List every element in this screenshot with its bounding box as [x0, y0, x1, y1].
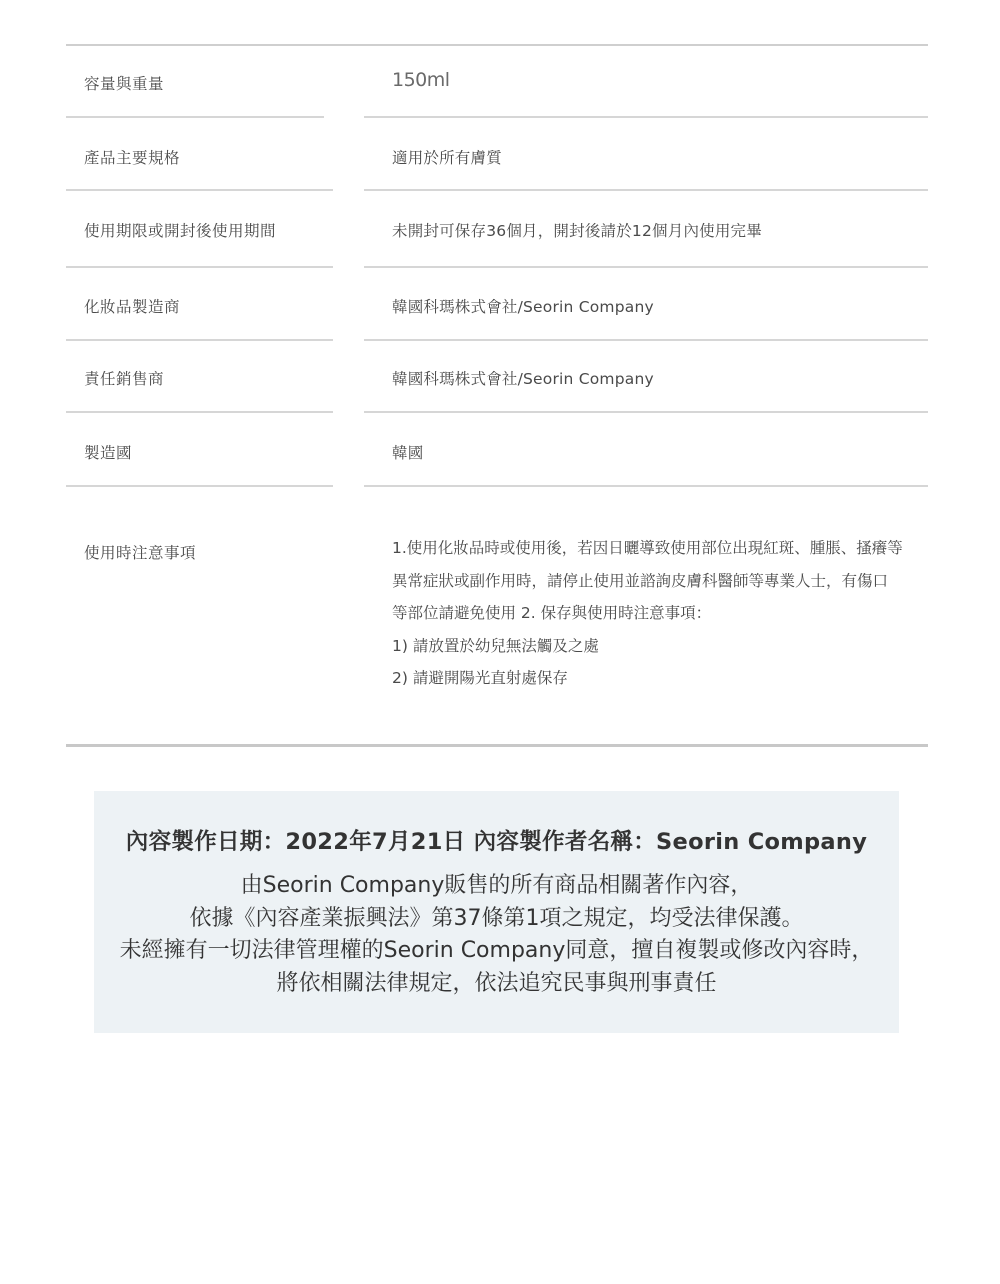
precaution-line: 2) 請避開陽光直射處保存: [392, 669, 568, 687]
table-top-divider: [66, 44, 928, 46]
spec-value: 適用於所有膚質: [392, 149, 502, 167]
precaution-line: 1.使用化妝品時或使用後，若因日曬導致使用部位出現紅斑、腫脹、搔癢等: [392, 539, 903, 557]
spec-value: 未開封可保存36個月，開封後請於12個月內使用完畢: [392, 222, 762, 240]
row-divider: [364, 411, 928, 413]
notice-line: 將依相關法律規定，依法追究民事與刑事責任: [276, 970, 717, 996]
row-divider: [364, 485, 928, 487]
notice-line: 依據《內容產業振興法》第37條第1項之規定，均受法律保護。: [189, 905, 804, 931]
precaution-line: 異常症狀或副作用時，請停止使用並諮詢皮膚科醫師等專業人士，有傷口: [392, 571, 889, 590]
spec-value: 韓國: [392, 444, 424, 462]
row-divider: [66, 411, 333, 413]
spec-value: 韓國科瑪株式會社/Seorin Company: [392, 370, 654, 388]
precautions-notes: [392, 538, 932, 701]
spec-label: 使用期限或開封後使用期間: [84, 222, 277, 240]
row-divider: [364, 189, 928, 191]
spec-value: 韓國科瑪株式會社/Seorin Company: [392, 298, 654, 316]
row-divider: [364, 116, 928, 118]
spec-label: 產品主要規格: [84, 149, 181, 167]
spec-label: 製造國: [84, 444, 133, 462]
table-bottom-divider: [66, 744, 928, 747]
row-divider: [66, 485, 333, 487]
spec-value: 150ml: [392, 69, 450, 91]
spec-label: 化妝品製造商: [84, 298, 181, 316]
row-divider: [66, 116, 324, 118]
row-divider: [364, 339, 928, 341]
precaution-line: 等部位請避免使用 2. 保存與使用時注意事項：: [392, 604, 712, 622]
copyright-notice: [94, 791, 899, 1033]
precaution-line: 1) 請放置於幼兒無法觸及之處: [392, 636, 599, 655]
row-divider: [364, 266, 928, 268]
notice-line: 未經擁有一切法律管理權的Seorin Company同意，擅自複製或修改內容時，: [119, 938, 874, 963]
row-divider: [66, 189, 333, 191]
row-divider: [66, 266, 333, 268]
notice-line: 由Seorin Company販售的所有商品相關著作內容，: [240, 873, 753, 898]
notice-title: 內容製作日期：2022年7月21日 內容製作者名稱：Seorin Company: [125, 829, 868, 855]
spec-label: 使用時注意事項: [84, 544, 197, 562]
spec-label: 責任銷售商: [84, 370, 165, 388]
notice-body: [94, 871, 899, 1001]
row-divider: [66, 339, 333, 341]
spec-label: 容量與重量: [84, 75, 165, 93]
